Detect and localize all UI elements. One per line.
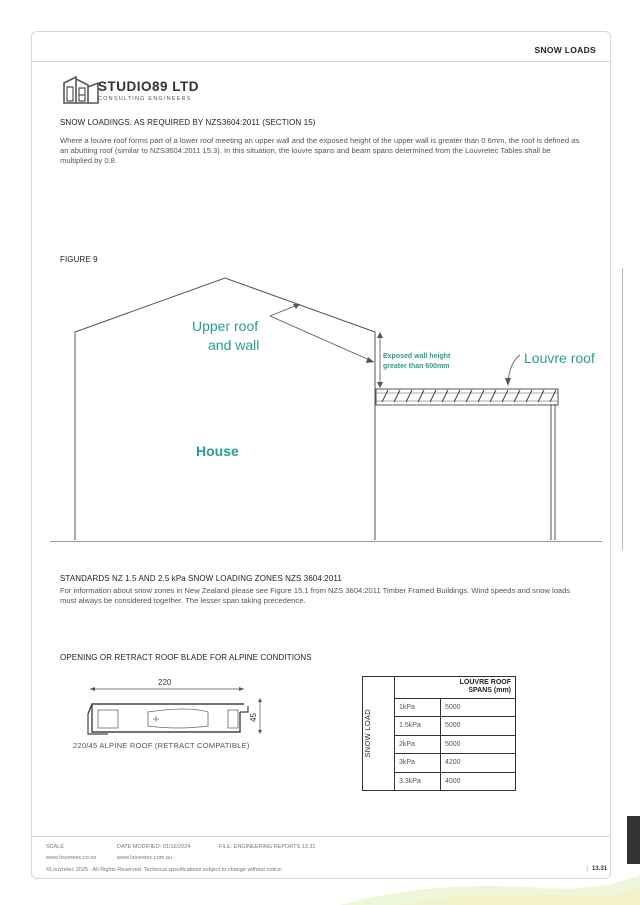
upper-roof-label: Upper roof <box>192 318 259 334</box>
profile-caption: 220/45 ALPINE ROOF (RETRACT COMPATIBLE) <box>73 741 250 750</box>
page-header-title: SNOW LOADS <box>534 45 596 55</box>
section-heading-snow-zones: STANDARDS NZ 1.5 AND 2.5 kPa SNOW LOADING ZONES NZS 3604:2011 <box>60 574 342 583</box>
load-cell: 3.3kPa <box>395 772 441 791</box>
house-label: House <box>196 443 239 459</box>
alpine-profile-drawing <box>68 672 268 742</box>
louvre-roof-label: Louvre roof <box>524 350 595 366</box>
exposed-wall-threshold-label: greater than 600mm <box>383 363 450 370</box>
span-cell: 4200 <box>441 754 516 772</box>
profile-height-label: 45 <box>249 713 258 722</box>
studio89-logo-icon <box>62 75 102 105</box>
load-cell: 3kPa <box>395 754 441 772</box>
table-header-line2: SPANS (mm) <box>468 687 511 695</box>
section-heading-snow-loadings: SNOW LOADINGS. AS REQUIRED BY NZS3604:2011 (SECTION 15) <box>60 118 316 127</box>
snow-load-side-label: SNOW LOAD <box>363 709 372 758</box>
footer-website-au[interactable]: www.louvretec.com.au <box>117 855 173 861</box>
and-wall-label: and wall <box>208 337 260 353</box>
footer-website-nz[interactable]: www.louvretec.co.nz <box>46 855 97 861</box>
logo-company-subtitle: CONSULTING ENGINEERS <box>98 96 192 102</box>
load-cell: 2kPa <box>395 735 441 753</box>
figure-label: FIGURE 9 <box>60 255 98 264</box>
exposed-wall-label: Exposed wall height <box>383 353 451 360</box>
footer-decorative-wave <box>340 870 640 905</box>
footer-date-modified: DATE MODIFIED: 01/10/2024 <box>117 844 191 850</box>
footer-scale: SCALE <box>46 844 65 850</box>
logo-company-name: STUDIO89 LTD <box>98 79 200 94</box>
snow-load-side-cell <box>363 677 395 791</box>
figure-ground-line <box>50 541 602 542</box>
load-cell: 1kPa <box>395 698 441 716</box>
header-divider <box>31 61 611 62</box>
section-body-snow-zones: For information about snow zones in New Zealand please see Figure 15.1 from NZS 3604:2011 Timber Framed Buildings. Wind speeds and snow loads must always be considered together. The lesser span taking precedence. <box>60 586 571 605</box>
page-number: | 13.31 <box>586 866 607 872</box>
side-divider <box>622 268 623 550</box>
footer-file: FILE: ENGINEERING REPORTS 13.31 <box>219 844 316 850</box>
load-cell: 1.5kPa <box>395 717 441 735</box>
span-cell: 5000 <box>441 717 516 735</box>
table-header-line1: LOUVRE ROOF <box>459 679 511 687</box>
louvre-beam <box>376 389 558 405</box>
footer-divider <box>31 836 611 837</box>
louvre-blades <box>382 390 556 402</box>
section-body-snow-loadings: Where a louvre roof forms part of a lower roof meeting an upper wall and the exposed height of the upper wall is greater than 0.6mm, the roof is defined as an abutting roof (similar to NZS3604:2011 15.3). In this situation, the louvre spans and beam spans determined from the Louvretec Tables shall be multiplied by 0.8. <box>60 136 580 165</box>
table-header <box>395 677 516 699</box>
snow-load-spans-table <box>362 676 516 791</box>
span-cell: 5000 <box>441 698 516 716</box>
section-heading-alpine: OPENING OR RETRACT ROOF BLADE FOR ALPINE CONDITIONS <box>60 653 312 662</box>
footer-copyright: ©Louvretec 2025 - All Rights Reserved. Technical specifications subject to change without notice. <box>46 867 283 873</box>
section-tab-marker <box>627 816 640 864</box>
span-cell: 5000 <box>441 735 516 753</box>
profile-width-label: 220 <box>158 678 172 687</box>
span-cell: 4000 <box>441 772 516 791</box>
figure-9-diagram <box>50 272 610 547</box>
